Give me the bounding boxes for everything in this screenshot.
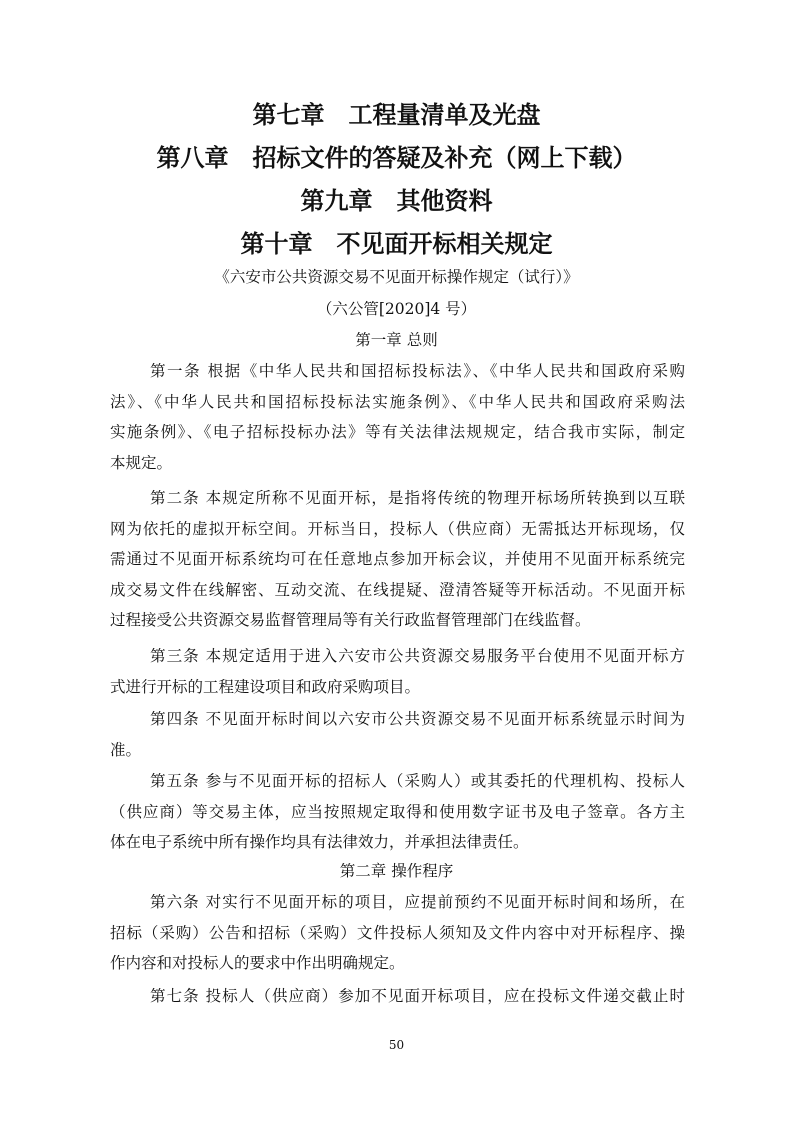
section-heading: 第一章 总则 — [355, 331, 438, 349]
regulation-title: 《六安市公共资源交易不见面开标操作规定（试行）》 — [214, 268, 579, 286]
text-line: 第四条 不见面开标时间以六安市公共资源交易不见面开标系统显示时间为 — [150, 710, 685, 728]
text-line: 准。 — [110, 740, 142, 759]
text-line: 实施条例》、《电子招标投标办法》等有关法律法规规定，结合我市实际，制定 — [110, 423, 685, 441]
text-line: 需通过不见面开标系统均可在任意地点参加开标会议，并使用不见面开标系统完 — [110, 550, 685, 568]
text-line: 第二条 本规定所称不见面开标，是指将传统的物理开标场所转换到以互联 — [150, 489, 685, 507]
regulation-doc-number: （六公管[2020]4 号） — [316, 300, 477, 318]
article-4 — [110, 704, 685, 765]
text-line: 第七条 投标人（供应商）参加不见面开标项目，应在投标文件递交截止时 — [150, 987, 685, 1005]
text-line: 成交易文件在线解密、互动交流、在线提疑、澄清答疑等开标活动。不见面开标 — [110, 580, 685, 599]
article-1 — [110, 356, 685, 478]
section-heading: 第二章 操作程序 — [339, 862, 454, 880]
chapter-10-title: 第十章 不见面开标相关规定 — [240, 230, 553, 258]
text-line: 体在电子系统中所有操作均具有法律效力，并承担法律责任。 — [110, 833, 529, 851]
text-line: 法》、《中华人民共和国招标投标法实施条例》、《中华人民共和国政府采购法 — [110, 392, 685, 411]
text-line: 第一条 根据《中华人民共和国招标投标法》、《中华人民共和国政府采购 — [150, 362, 685, 380]
article-3 — [110, 641, 685, 702]
text-line: 招标（采购）公告和招标（采购）文件投标人须知及文件内容中对开标程序、操 — [110, 923, 685, 942]
article-2 — [110, 483, 685, 636]
article-6 — [110, 887, 685, 979]
chapter-9-title: 第九章 其他资料 — [300, 187, 493, 215]
text-line: 式进行开标的工程建设项目和政府采购项目。 — [110, 677, 421, 696]
article-7 — [110, 981, 685, 1012]
chapter-7-title: 第七章 工程量清单及光盘 — [252, 101, 541, 129]
text-line: 网为依托的虚拟开标空间。开标当日，投标人（供应商）无需抵达开标现场，仅 — [110, 519, 685, 538]
text-line: 第六条 对实行不见面开标的项目，应提前预约不见面开标时间和场所，在 — [150, 893, 685, 911]
page-number: 50 — [388, 1038, 405, 1052]
text-line: 过程接受公共资源交易监督管理局等有关行政监督管理部门在线监督。 — [110, 611, 591, 629]
text-line: 第三条 本规定适用于进入六安市公共资源交易服务平台使用不见面开标方 — [150, 647, 685, 665]
text-line: 第五条 参与不见面开标的招标人（采购人）或其委托的代理机构、投标人 — [150, 772, 685, 790]
article-5 — [110, 766, 685, 858]
chapter-8-title: 第八章 招标文件的答疑及补充（网上下载） — [156, 144, 637, 172]
text-line: 本规定。 — [110, 453, 173, 472]
text-line: （供应商）等交易主体，应当按照规定取得和使用数字证书及电子签章。各方主 — [110, 802, 685, 821]
text-line: 作内容和对投标人的要求中作出明确规定。 — [110, 954, 405, 972]
